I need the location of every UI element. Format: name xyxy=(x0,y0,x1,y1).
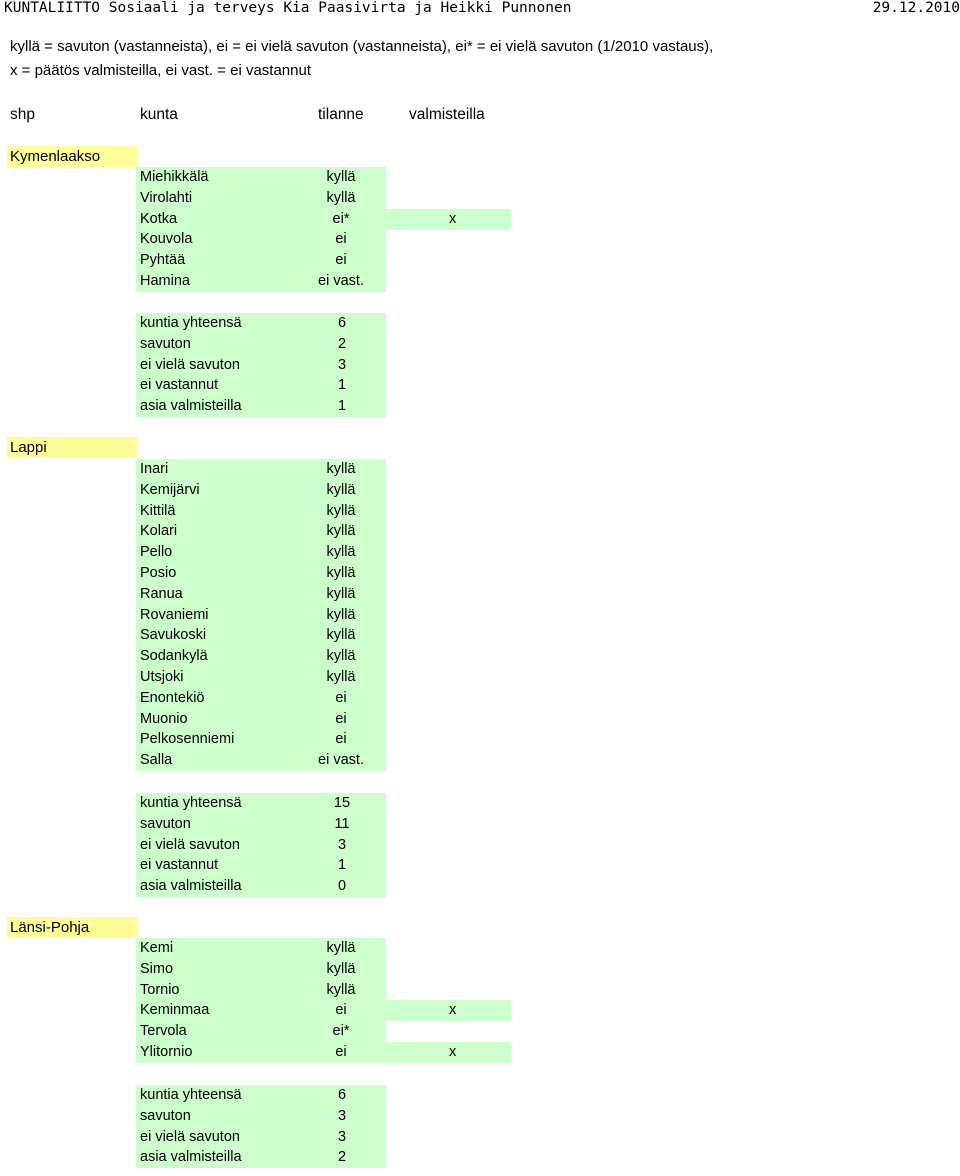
table-row xyxy=(136,229,386,250)
status-value: kyllä xyxy=(326,627,356,644)
table-row xyxy=(136,188,386,209)
region-label: Länsi-Pohja xyxy=(7,917,137,938)
status-value: kyllä xyxy=(326,523,356,540)
municipality-name: Kemijärvi xyxy=(140,481,200,498)
municipality-name: Utsjoki xyxy=(140,669,184,685)
column-header-tilanne: tilanne xyxy=(318,106,364,123)
summary-value: 0 xyxy=(337,878,347,895)
status-value: ei xyxy=(335,231,347,248)
summary-label: savuton xyxy=(140,815,191,832)
summary-label: ei vielä savuton xyxy=(140,1128,240,1145)
status-value: kyllä xyxy=(326,981,356,998)
summary-label: asia valmisteilla xyxy=(140,1149,242,1166)
municipality-name: Kittilä xyxy=(140,502,176,519)
summary-value: 1 xyxy=(337,398,347,415)
table-row xyxy=(136,646,386,667)
region-label: Lappi xyxy=(7,437,137,458)
status-value: kyllä xyxy=(326,481,356,498)
header-title: KUNTALIITTO Sosiaali ja terveys Kia Paasivirta ja Heikki Punnonen xyxy=(4,0,572,16)
summary-value: 2 xyxy=(337,1149,347,1166)
preparation-mark: x xyxy=(449,210,457,227)
summary-row xyxy=(136,855,386,876)
table-row xyxy=(136,501,386,522)
summary-row xyxy=(136,793,386,814)
municipality-name: Simo xyxy=(140,960,174,977)
status-value: kyllä xyxy=(326,960,356,977)
municipality-name: Enontekiö xyxy=(140,689,205,706)
summary-row xyxy=(136,313,386,334)
status-value: kyllä xyxy=(326,585,356,602)
table-row xyxy=(136,1021,386,1042)
summary-label: ei vielä savuton xyxy=(140,836,240,853)
municipality-name: Ylitornio xyxy=(140,1044,193,1060)
summary-row xyxy=(136,1106,386,1127)
summary-value: 2 xyxy=(337,335,347,352)
summary-label: ei vastannut xyxy=(140,377,219,394)
table-row xyxy=(136,563,386,584)
municipality-name: Keminmaa xyxy=(140,1002,210,1019)
summary-label: asia valmisteilla xyxy=(140,398,242,415)
table-row xyxy=(136,542,386,563)
municipality-name: Salla xyxy=(140,752,173,769)
table-row xyxy=(136,584,386,605)
preparation-mark: x xyxy=(449,1002,457,1019)
summary-label: savuton xyxy=(140,335,191,352)
status-value: kyllä xyxy=(326,502,356,519)
municipality-name: Kolari xyxy=(140,523,178,540)
municipality-name: Inari xyxy=(140,461,169,477)
summary-value: 3 xyxy=(337,1128,347,1145)
summary-row xyxy=(136,334,386,355)
table-row xyxy=(136,459,386,480)
municipality-name: Sodankylä xyxy=(140,648,208,665)
municipality-name: Savukoski xyxy=(140,627,207,644)
table-row xyxy=(136,938,386,959)
summary-label: asia valmisteilla xyxy=(140,878,242,895)
summary-value: 11 xyxy=(334,815,350,832)
status-value: kyllä xyxy=(326,169,356,185)
summary-value: 3 xyxy=(337,836,347,853)
status-value: kyllä xyxy=(326,606,356,623)
legend-line-2: x = päätös valmisteilla, ei vast. = ei vastannut xyxy=(10,62,311,79)
summary-label: savuton xyxy=(140,1107,191,1124)
summary-row xyxy=(136,814,386,835)
municipality-name: Tervola xyxy=(140,1023,187,1040)
summary-row xyxy=(136,355,386,376)
summary-row xyxy=(136,375,386,396)
summary-value: 15 xyxy=(333,795,351,811)
municipality-name: Virolahti xyxy=(140,189,193,206)
region-label: Kymenlaakso xyxy=(7,146,137,167)
municipality-name: Hamina xyxy=(140,273,190,289)
table-row xyxy=(136,1000,511,1021)
status-value: ei vast. xyxy=(318,273,364,289)
status-value: kyllä xyxy=(326,565,356,581)
summary-row xyxy=(136,1127,386,1148)
summary-label: ei vielä savuton xyxy=(140,356,240,373)
table-row xyxy=(136,209,511,230)
municipality-name: Kouvola xyxy=(140,231,193,248)
status-value: ei xyxy=(335,1002,347,1019)
status-value: ei xyxy=(335,731,347,748)
municipality-name: Ranua xyxy=(140,585,183,602)
status-value: ei xyxy=(335,710,347,727)
status-value: ei vast. xyxy=(318,752,364,769)
status-value: kyllä xyxy=(326,940,356,956)
municipality-name: Kemi xyxy=(140,940,174,956)
table-row xyxy=(136,729,386,750)
summary-row xyxy=(136,396,386,417)
summary-label: kuntia yhteensä xyxy=(140,315,242,331)
table-row xyxy=(136,709,386,730)
summary-row xyxy=(136,876,386,897)
status-value: kyllä xyxy=(326,544,356,561)
status-value: ei* xyxy=(332,210,350,227)
table-row xyxy=(136,980,386,1001)
column-header-kunta: kunta xyxy=(140,106,178,123)
municipality-name: Kotka xyxy=(140,210,178,227)
column-header-shp: shp xyxy=(10,106,35,123)
summary-row xyxy=(136,1085,386,1106)
legend-line-1: kyllä = savuton (vastanneista), ei = ei vielä savuton (vastanneista), ei* = ei vielä savuton (1/2010 vastaus), xyxy=(10,38,714,55)
summary-value: 6 xyxy=(337,1087,347,1103)
table-row xyxy=(136,480,386,501)
table-row xyxy=(136,688,386,709)
status-value: kyllä xyxy=(326,189,356,206)
municipality-name: Tornio xyxy=(140,981,180,998)
table-row xyxy=(136,605,386,626)
status-value: kyllä xyxy=(326,648,356,665)
municipality-name: Muonio xyxy=(140,710,188,727)
summary-value: 3 xyxy=(337,356,347,373)
table-row xyxy=(136,1042,511,1063)
municipality-name: Pelkosenniemi xyxy=(140,731,235,748)
table-row xyxy=(136,271,386,292)
municipality-name: Rovaniemi xyxy=(140,606,209,623)
summary-label: ei vastannut xyxy=(140,857,219,874)
summary-row xyxy=(136,1147,386,1168)
table-row xyxy=(136,667,386,688)
status-value: ei xyxy=(335,689,347,706)
summary-value: 6 xyxy=(337,315,347,331)
preparation-mark: x xyxy=(449,1044,457,1060)
table-row xyxy=(136,959,386,980)
municipality-name: Miehikkälä xyxy=(140,169,209,185)
table-row xyxy=(136,250,386,271)
summary-label: kuntia yhteensä xyxy=(140,795,242,811)
municipality-name: Posio xyxy=(140,565,177,581)
table-row xyxy=(136,750,386,771)
table-row xyxy=(136,521,386,542)
status-value: kyllä xyxy=(326,669,356,685)
header-date: 29.12.2010 xyxy=(872,0,960,16)
table-row xyxy=(136,625,386,646)
summary-row xyxy=(136,835,386,856)
municipality-name: Pyhtää xyxy=(140,252,186,269)
summary-value: 1 xyxy=(337,857,347,874)
status-value: kyllä xyxy=(326,461,356,477)
column-header-valmisteilla: valmisteilla xyxy=(409,106,485,123)
status-value: ei xyxy=(335,1044,347,1060)
page-header xyxy=(0,0,960,18)
summary-label: kuntia yhteensä xyxy=(140,1087,242,1103)
municipality-name: Pello xyxy=(140,544,173,561)
status-value: ei* xyxy=(332,1023,350,1040)
status-value: ei xyxy=(335,252,347,269)
summary-value: 3 xyxy=(337,1107,347,1124)
summary-value: 1 xyxy=(337,377,347,394)
table-row xyxy=(136,167,386,188)
